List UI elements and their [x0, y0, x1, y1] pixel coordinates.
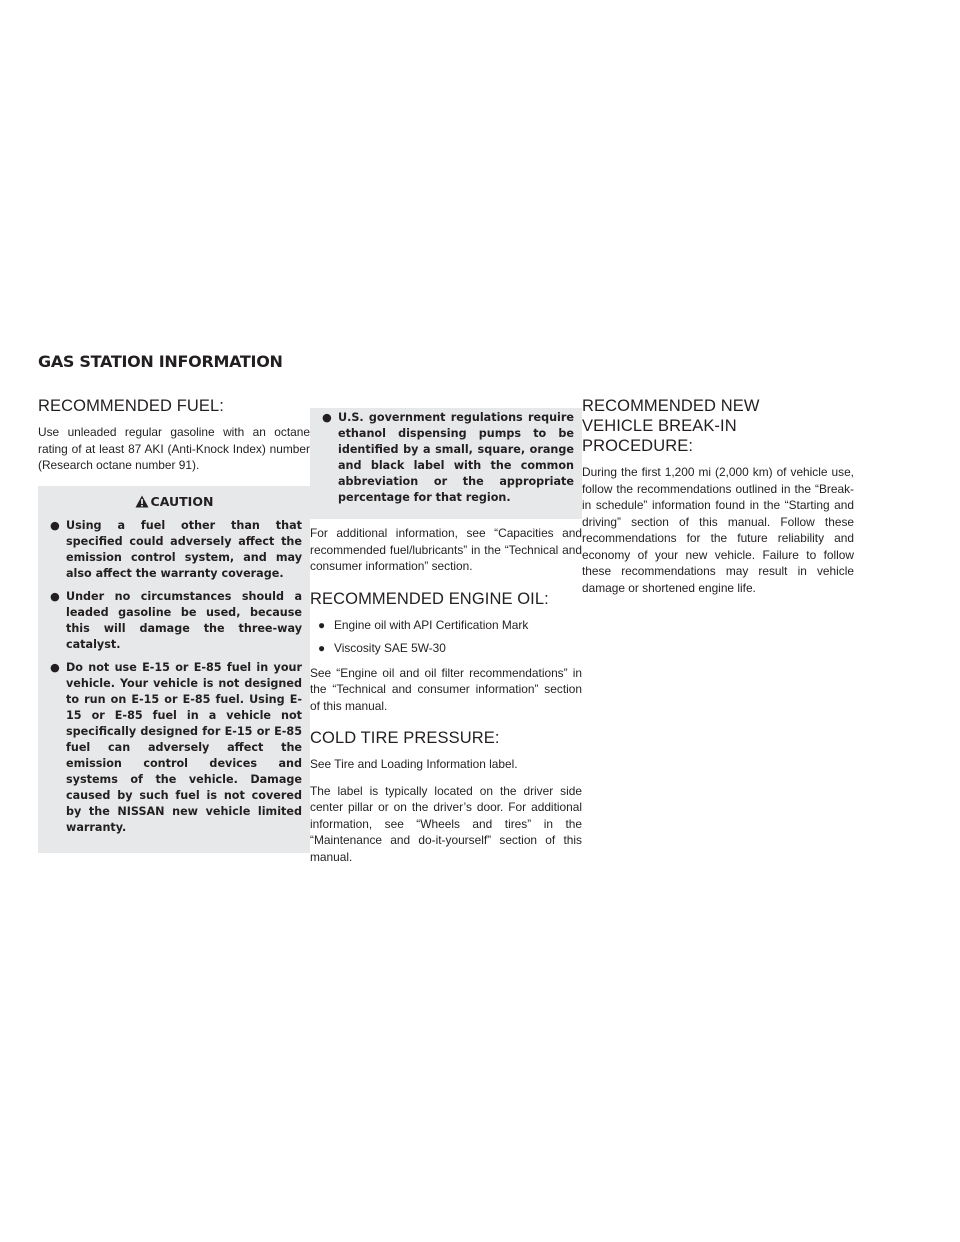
caution-item: ● Do not use E-15 or E-85 fuel in your vehicle. Your vehicle is not designed to run on E-15 or E-85 fuel. Using E-15 or E-85 fuel in a vehicle not specifically designed for E-15 or E-85 fuel can adversely affect the emission control devices and systems of the vehicle. Damage caused by such fuel is not covered by the NISSAN new vehicle limited warranty.	[50, 660, 302, 834]
fuel-additional-info: For additional information, see “Capacities and recommended fuel/lubricants” in the “Technical and consumer information” section.	[310, 526, 582, 573]
tire-pressure-heading: COLD TIRE PRESSURE:	[310, 729, 500, 747]
bullet: ●	[50, 660, 60, 674]
engine-oil-text: See “Engine oil and oil filter recommendations” in the “Technical and consumer information” section of this manual.	[310, 665, 582, 713]
tire-pressure-text-2: The label is typically located on the driver side center pillar or on the driver’s door. For additional information, see “Wheels and tires” in the “Maintenance and do-it-yourself” section of this manual.	[310, 783, 582, 864]
caution-label: CAUTION	[150, 493, 214, 509]
caution-item: ● Using a fuel other than that specified could adversely affect the emission control system, and may also affect the warranty coverage.	[50, 518, 302, 580]
bullet: ●	[50, 518, 60, 532]
list-item: ● Viscosity SAE 5W-30	[318, 641, 446, 655]
header-divider	[38, 375, 922, 376]
caution-item: ● U.S. government regulations require ethanol dispensing pumps to be identified by a small, square, orange and black label with the common abbreviation or the appropriate percentage for that region.	[322, 411, 574, 504]
bullet: ●	[322, 411, 332, 424]
column-2	[310, 408, 582, 875]
caution-box-continued	[310, 408, 582, 519]
caution-item: ● Under no circumstances should a leaded gasoline be used, because this will damage the three-way catalyst.	[50, 589, 302, 651]
list-item: ● Engine oil with API Certification Mark	[318, 617, 529, 632]
tire-pressure-text-1: See Tire and Loading Information label.	[310, 757, 518, 771]
bullet: ●	[318, 617, 326, 632]
recommended-fuel-heading: RECOMMENDED FUEL:	[38, 397, 224, 415]
warning-triangle-icon	[135, 495, 149, 508]
caution-list	[46, 518, 302, 836]
engine-oil-list	[310, 617, 582, 657]
engine-oil-heading: RECOMMENDED ENGINE OIL:	[310, 589, 549, 608]
caution-title	[46, 494, 302, 509]
recommended-fuel-text: Use unleaded regular gasoline with an octane rating of at least 87 AKI (Anti-Knock Index) number (Research octane number 91).	[38, 425, 310, 472]
bullet: ●	[318, 641, 326, 655]
break-in-heading: RECOMMENDED NEW VEHICLE BREAK-IN PROCEDURE:	[582, 397, 760, 455]
section-title: GAS STATION INFORMATION	[38, 352, 283, 371]
column-3	[582, 396, 854, 606]
bullet: ●	[50, 589, 60, 603]
break-in-text: During the first 1,200 mi (2,000 km) of vehicle use, follow the recommendations outlined in the “Break-in schedule” information found in the “Starting and driving” section of this manual. Follow these recommendations for the future reliability and economy of your new vehicle. Failure to follow these recommendations may result in vehicle damage or shortened engine life.	[582, 465, 854, 595]
column-1	[38, 396, 310, 853]
caution-list-continued	[318, 410, 574, 506]
caution-box	[38, 486, 310, 853]
